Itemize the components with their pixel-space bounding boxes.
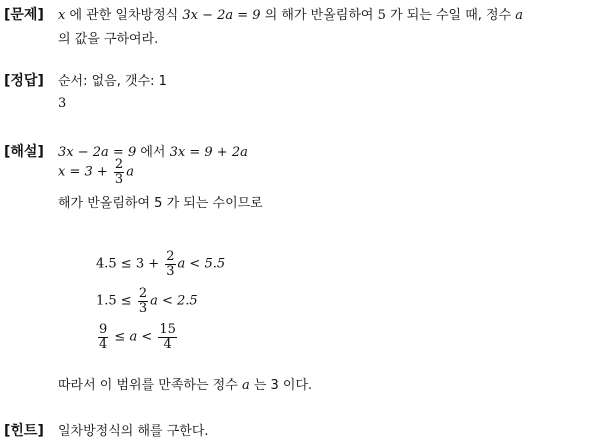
ineq1-left: 4.5 ≤ 3 + xyxy=(96,256,164,272)
solution-eq-1b: 3x = 9 + 2a xyxy=(169,145,248,160)
var-a: a xyxy=(515,8,524,23)
fraction-two-thirds xyxy=(165,250,175,278)
hint-label: [힌트] xyxy=(4,423,44,439)
problem-label: [문제] xyxy=(4,7,44,23)
frac-den: 3 xyxy=(166,263,175,279)
solution-eq-2: x = 3 + xyxy=(58,164,112,180)
frac-den: 4 xyxy=(99,336,108,352)
inequality-1 xyxy=(96,250,225,278)
frac-den: 3 xyxy=(138,300,148,316)
problem-five: 5 xyxy=(377,8,386,23)
problem-equation: 3x − 2a = 9 xyxy=(182,8,261,23)
frac-num: 2 xyxy=(114,157,124,172)
problem-line-2: 의 값을 구하여라. xyxy=(58,32,159,47)
solution-eq-1-mid: 에서 xyxy=(140,145,166,160)
problem-text-3: 가 되는 수일 때, 정수 xyxy=(390,8,512,23)
conclusion-var-a: a xyxy=(241,378,250,393)
ineq1-right: a < 5.5 xyxy=(177,256,226,272)
solution-label: [해설] xyxy=(4,144,44,160)
frac-den: 3 xyxy=(114,171,124,187)
solution-eq-1a: 3x − 2a = 9 xyxy=(58,145,137,160)
frac-num: 15 xyxy=(159,322,176,337)
problem-text-2: 의 해가 반올림하여 xyxy=(264,8,374,23)
fraction-nine-quarters xyxy=(98,323,108,351)
solution-line-3: 해가 반올림하여 5 가 되는 수이므로 xyxy=(58,196,263,211)
answer-value: 3 xyxy=(58,96,67,111)
solution-conclusion xyxy=(58,374,312,393)
conclusion-text-2: 는 3 이다. xyxy=(253,378,313,393)
ineq2-right: a < 2.5 xyxy=(150,293,198,309)
fraction-two-thirds xyxy=(114,158,124,186)
solution-line-2 xyxy=(58,158,134,186)
conclusion-text-1: 따라서 이 범위를 만족하는 정수 xyxy=(58,378,238,393)
solution-eq-2-tail: a xyxy=(126,164,134,180)
hint-text: 일차방정식의 해를 구한다. xyxy=(58,424,209,439)
answer-line-1: 순서: 없음, 갯수: 1 xyxy=(58,74,167,89)
inequality-3 xyxy=(96,323,179,351)
problem-line-1 xyxy=(58,4,523,23)
problem-text-1: 에 관한 일차방정식 xyxy=(69,8,179,23)
answer-label: [정답] xyxy=(4,73,44,89)
inequality-2 xyxy=(96,287,198,315)
frac-num: 2 xyxy=(166,249,175,264)
ineq2-left: 1.5 ≤ xyxy=(96,293,136,309)
ineq3-mid: ≤ a < xyxy=(110,329,157,345)
frac-den: 4 xyxy=(163,336,172,352)
frac-num: 2 xyxy=(138,286,148,301)
frac-num: 9 xyxy=(99,322,108,337)
fraction-fifteen-quarters xyxy=(158,323,177,351)
fraction-two-thirds xyxy=(138,287,148,315)
var-x: x xyxy=(58,8,66,23)
